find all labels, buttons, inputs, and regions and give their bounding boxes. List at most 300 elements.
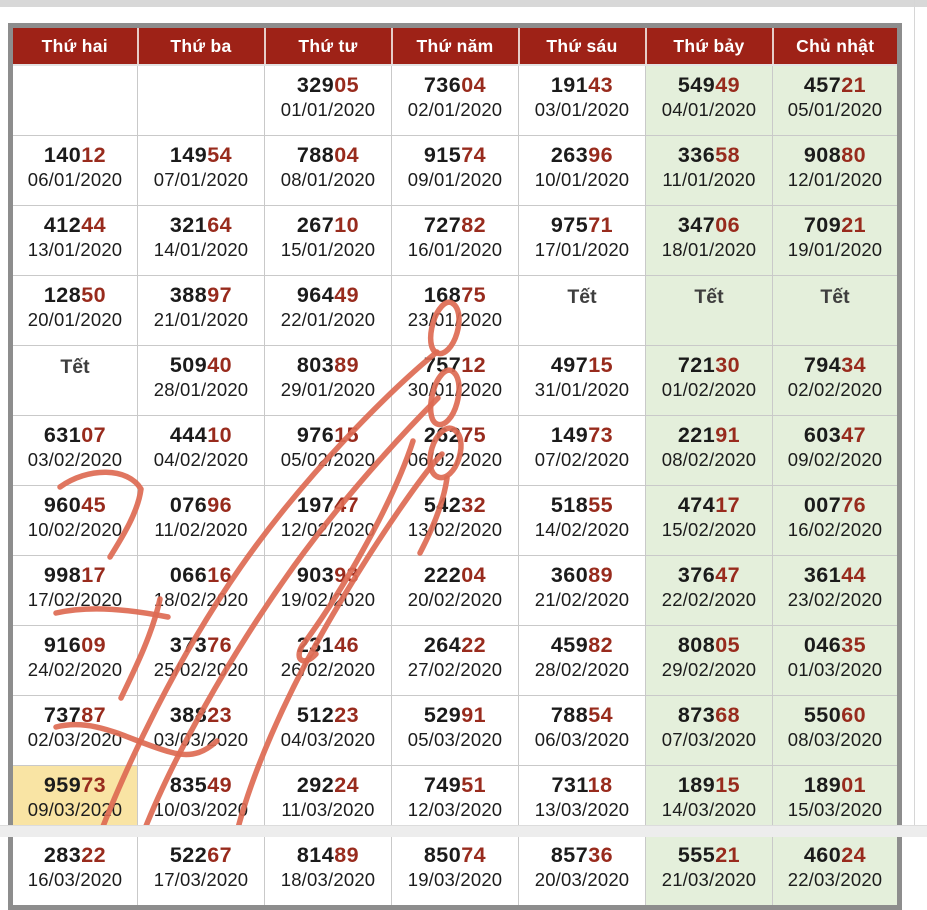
result-cell xyxy=(265,416,392,486)
result-date: 29/02/2020 xyxy=(661,659,757,681)
result-number-main: 388 xyxy=(169,703,208,727)
result-cell xyxy=(646,486,773,556)
column-header-thu-bay: Thứ bảy xyxy=(646,26,773,66)
result-number-tail: 17 xyxy=(715,493,741,517)
result-number-main: 803 xyxy=(296,353,335,377)
result-cell xyxy=(646,136,773,206)
result-number-main: 373 xyxy=(169,633,208,657)
result-number-tail: 58 xyxy=(715,143,741,167)
result-date: 04/01/2020 xyxy=(661,99,757,121)
result-cell xyxy=(773,626,900,696)
result-cell xyxy=(519,206,646,276)
result-date: 11/03/2020 xyxy=(281,799,375,821)
result-cell xyxy=(11,136,138,206)
result-number xyxy=(520,423,644,447)
page-top-strip xyxy=(0,0,927,7)
result-cell xyxy=(392,136,519,206)
result-date: 15/01/2020 xyxy=(280,239,376,261)
result-number-tail: 54 xyxy=(588,703,614,727)
result-number xyxy=(393,143,517,167)
result-number-main: 959 xyxy=(43,773,82,797)
results-table-body xyxy=(11,65,900,908)
result-cell xyxy=(519,486,646,556)
result-number-main: 964 xyxy=(296,283,335,307)
result-number xyxy=(14,843,136,867)
result-number-tail: 91 xyxy=(715,423,741,447)
result-number-main: 794 xyxy=(803,353,842,377)
result-date: 19/03/2020 xyxy=(407,869,503,891)
result-date: 18/03/2020 xyxy=(280,869,376,891)
result-cell xyxy=(773,836,900,908)
result-number-main: 916 xyxy=(43,633,82,657)
result-number-tail: 15 xyxy=(715,773,741,797)
result-number-tail: 21 xyxy=(841,73,867,97)
result-number-main: 128 xyxy=(43,283,82,307)
result-date: 09/02/2020 xyxy=(787,449,883,471)
result-number xyxy=(647,633,771,657)
result-date: 20/03/2020 xyxy=(534,869,630,891)
result-number xyxy=(774,843,896,867)
result-number-main: 231 xyxy=(296,633,335,657)
result-number-tail: 16 xyxy=(207,563,233,587)
result-date: 13/02/2020 xyxy=(407,519,503,541)
result-number xyxy=(14,773,136,797)
result-number-main: 857 xyxy=(550,843,589,867)
result-cell xyxy=(138,276,265,346)
result-date: 13/01/2020 xyxy=(27,239,123,261)
result-number-tail: 34 xyxy=(841,353,867,377)
result-date: 30/01/2020 xyxy=(407,379,503,401)
result-number-tail: 47 xyxy=(334,493,360,517)
result-number-tail: 44 xyxy=(81,213,107,237)
result-number-tail: 30 xyxy=(715,353,741,377)
result-date: 22/02/2020 xyxy=(661,589,757,611)
result-number-tail: 87 xyxy=(81,703,107,727)
result-cell xyxy=(392,696,519,766)
result-number xyxy=(647,423,771,447)
result-number-tail: 04 xyxy=(461,73,487,97)
result-number xyxy=(266,283,390,307)
result-cell xyxy=(646,416,773,486)
result-number xyxy=(647,143,771,167)
result-number-main: 360 xyxy=(550,563,589,587)
result-number-tail: 46 xyxy=(334,633,360,657)
result-date: 02/01/2020 xyxy=(407,99,503,121)
result-number-tail: 10 xyxy=(207,423,233,447)
result-number xyxy=(14,633,136,657)
result-number xyxy=(393,73,517,97)
result-number-main: 361 xyxy=(803,563,842,587)
result-number xyxy=(393,213,517,237)
result-date: 16/02/2020 xyxy=(787,519,883,541)
result-cell xyxy=(138,486,265,556)
result-number xyxy=(393,563,517,587)
tet-label: Tết xyxy=(567,286,597,308)
result-number-tail: 49 xyxy=(207,773,233,797)
result-number-tail: 10 xyxy=(334,213,360,237)
result-date: 11/01/2020 xyxy=(662,169,756,191)
result-date: 10/02/2020 xyxy=(27,519,123,541)
result-number-tail: 44 xyxy=(841,563,867,587)
table-row xyxy=(11,206,900,276)
result-number xyxy=(393,423,517,447)
result-number xyxy=(139,773,263,797)
result-date: 17/03/2020 xyxy=(153,869,249,891)
column-header-thu-nam: Thứ năm xyxy=(392,26,519,66)
tet-cell xyxy=(11,346,138,416)
result-number-main: 721 xyxy=(677,353,716,377)
result-number-tail: 43 xyxy=(588,73,614,97)
result-date: 09/03/2020 xyxy=(27,799,123,821)
result-number-main: 731 xyxy=(551,773,588,797)
result-date: 28/01/2020 xyxy=(153,379,249,401)
result-number xyxy=(520,493,644,517)
result-number-main: 555 xyxy=(677,843,716,867)
result-cell xyxy=(11,626,138,696)
result-cell xyxy=(138,416,265,486)
result-number-main: 497 xyxy=(550,353,589,377)
result-number-tail: 73 xyxy=(588,423,614,447)
result-number-main: 283 xyxy=(43,843,82,867)
result-number xyxy=(774,633,896,657)
result-date: 20/01/2020 xyxy=(27,309,123,331)
result-number-tail: 76 xyxy=(841,493,867,517)
result-number-tail: 82 xyxy=(461,213,487,237)
result-number xyxy=(647,73,771,97)
result-number-main: 376 xyxy=(677,563,716,587)
result-number xyxy=(520,73,644,97)
result-number-tail: 04 xyxy=(461,563,487,587)
result-number-main: 149 xyxy=(550,423,589,447)
result-cell xyxy=(773,65,900,136)
result-date: 07/01/2020 xyxy=(153,169,249,191)
result-cell xyxy=(773,416,900,486)
result-number-main: 460 xyxy=(803,843,842,867)
result-number-tail: 22 xyxy=(81,843,107,867)
result-number-tail: 12 xyxy=(461,353,487,377)
result-number xyxy=(520,773,644,797)
result-cell xyxy=(646,696,773,766)
result-cell xyxy=(11,696,138,766)
result-date: 03/03/2020 xyxy=(153,729,249,751)
result-date: 29/01/2020 xyxy=(280,379,376,401)
result-date: 14/03/2020 xyxy=(661,799,757,821)
result-number xyxy=(774,423,896,447)
result-cell xyxy=(11,836,138,908)
result-number-main: 222 xyxy=(423,563,462,587)
result-number xyxy=(647,563,771,587)
result-number xyxy=(266,423,390,447)
result-number-main: 140 xyxy=(43,143,82,167)
result-cell xyxy=(265,276,392,346)
result-number xyxy=(774,563,896,587)
result-number-tail: 74 xyxy=(461,843,487,867)
result-number-main: 347 xyxy=(677,213,716,237)
result-cell xyxy=(11,486,138,556)
result-number-tail: 91 xyxy=(461,703,487,727)
result-date: 06/02/2020 xyxy=(407,449,503,471)
result-number-tail: 09 xyxy=(81,633,107,657)
result-cell xyxy=(519,626,646,696)
result-number xyxy=(14,283,136,307)
result-cell xyxy=(519,136,646,206)
result-number-tail: 35 xyxy=(841,633,867,657)
result-number-main: 264 xyxy=(423,633,462,657)
result-number-tail: 97 xyxy=(207,283,233,307)
result-number xyxy=(266,493,390,517)
result-cell xyxy=(138,136,265,206)
result-cell xyxy=(11,416,138,486)
result-number-tail: 32 xyxy=(461,493,487,517)
result-number-main: 007 xyxy=(803,493,842,517)
result-number-tail: 96 xyxy=(207,493,233,517)
result-number xyxy=(266,773,390,797)
result-number xyxy=(774,143,896,167)
result-date: 08/01/2020 xyxy=(280,169,376,191)
result-number xyxy=(647,353,771,377)
result-number-tail: 40 xyxy=(207,353,233,377)
result-number xyxy=(266,703,390,727)
result-number-tail: 74 xyxy=(461,143,487,167)
result-number-tail: 67 xyxy=(207,843,233,867)
result-number-main: 915 xyxy=(423,143,462,167)
result-date: 03/02/2020 xyxy=(27,449,123,471)
table-row xyxy=(11,696,900,766)
result-date: 25/02/2020 xyxy=(153,659,249,681)
result-number xyxy=(393,283,517,307)
result-date: 18/02/2020 xyxy=(153,589,249,611)
result-date: 16/03/2020 xyxy=(27,869,123,891)
result-date: 18/01/2020 xyxy=(661,239,757,261)
result-number-tail: 22 xyxy=(461,633,487,657)
result-date: 01/01/2020 xyxy=(280,99,376,121)
result-number-tail: 75 xyxy=(461,423,487,447)
result-date: 11/02/2020 xyxy=(154,519,248,541)
table-row xyxy=(11,836,900,908)
result-number-main: 191 xyxy=(550,73,589,97)
result-cell xyxy=(519,65,646,136)
result-number xyxy=(266,143,390,167)
header-row xyxy=(11,26,900,66)
result-date: 24/02/2020 xyxy=(27,659,123,681)
result-number xyxy=(520,353,644,377)
result-number xyxy=(14,703,136,727)
result-number-main: 267 xyxy=(296,213,335,237)
result-number xyxy=(139,143,263,167)
column-header-thu-ba: Thứ ba xyxy=(138,26,265,66)
column-header-thu-tu: Thứ tư xyxy=(265,26,392,66)
result-cell xyxy=(519,556,646,626)
result-cell xyxy=(519,836,646,908)
result-number-tail: 36 xyxy=(588,843,614,867)
result-number xyxy=(14,423,136,447)
result-cell xyxy=(265,346,392,416)
result-date: 02/02/2020 xyxy=(787,379,883,401)
result-number-tail: 12 xyxy=(81,143,107,167)
result-date: 06/03/2020 xyxy=(534,729,630,751)
result-date: 10/03/2020 xyxy=(153,799,249,821)
result-number-main: 197 xyxy=(296,493,335,517)
result-number-main: 412 xyxy=(43,213,82,237)
result-date: 23/02/2020 xyxy=(787,589,883,611)
result-number xyxy=(14,563,136,587)
result-number-tail: 50 xyxy=(81,283,107,307)
result-number xyxy=(266,563,390,587)
result-number xyxy=(520,143,644,167)
result-number xyxy=(647,843,771,867)
result-date: 09/01/2020 xyxy=(407,169,503,191)
table-row xyxy=(11,556,900,626)
result-number-main: 903 xyxy=(296,563,335,587)
result-number-tail: 15 xyxy=(334,423,360,447)
result-date: 07/03/2020 xyxy=(661,729,757,751)
result-number xyxy=(647,493,771,517)
result-date: 21/02/2020 xyxy=(534,589,630,611)
result-number-main: 975 xyxy=(550,213,589,237)
result-number xyxy=(266,843,390,867)
result-number-main: 388 xyxy=(169,283,208,307)
result-cell xyxy=(392,416,519,486)
result-cell xyxy=(265,486,392,556)
result-number xyxy=(647,703,771,727)
result-number xyxy=(774,213,896,237)
result-date: 08/03/2020 xyxy=(787,729,883,751)
result-number-main: 736 xyxy=(423,73,462,97)
result-number-main: 509 xyxy=(169,353,208,377)
result-cell xyxy=(138,696,265,766)
result-date: 23/01/2020 xyxy=(407,309,503,331)
table-row xyxy=(11,276,900,346)
result-cell xyxy=(392,556,519,626)
result-cell xyxy=(265,136,392,206)
result-date: 17/02/2020 xyxy=(27,589,123,611)
result-cell xyxy=(519,696,646,766)
tet-cell xyxy=(773,276,900,346)
result-date: 01/03/2020 xyxy=(787,659,883,681)
result-cell xyxy=(265,65,392,136)
result-number xyxy=(647,773,771,797)
result-date: 07/02/2020 xyxy=(534,449,630,471)
result-number-tail: 89 xyxy=(334,353,360,377)
result-number-main: 550 xyxy=(803,703,842,727)
result-number-tail: 47 xyxy=(715,563,741,587)
results-table xyxy=(8,23,902,910)
result-number-tail: 45 xyxy=(81,493,107,517)
result-date: 04/03/2020 xyxy=(280,729,376,751)
result-date: 10/01/2020 xyxy=(534,169,630,191)
column-header-thu-hai: Thứ hai xyxy=(11,26,138,66)
result-date: 03/01/2020 xyxy=(534,99,630,121)
result-number xyxy=(393,843,517,867)
result-date: 27/02/2020 xyxy=(407,659,503,681)
result-number-tail: 80 xyxy=(841,143,867,167)
result-date: 12/03/2020 xyxy=(407,799,503,821)
result-number-main: 850 xyxy=(423,843,462,867)
result-number-main: 321 xyxy=(169,213,208,237)
result-number-tail: 04 xyxy=(334,143,360,167)
result-number xyxy=(393,703,517,727)
result-cell xyxy=(392,486,519,556)
result-number-tail: 15 xyxy=(588,353,614,377)
result-number xyxy=(774,703,896,727)
result-number-main: 960 xyxy=(43,493,82,517)
result-cell xyxy=(392,626,519,696)
result-cell xyxy=(646,836,773,908)
result-number-tail: 82 xyxy=(588,633,614,657)
result-date: 26/02/2020 xyxy=(280,659,376,681)
result-number-tail: 89 xyxy=(588,563,614,587)
result-number-main: 727 xyxy=(423,213,462,237)
result-number xyxy=(266,353,390,377)
result-number xyxy=(139,283,263,307)
result-number-main: 444 xyxy=(169,423,208,447)
result-number-tail: 01 xyxy=(841,773,867,797)
column-header-thu-sau: Thứ sáu xyxy=(519,26,646,66)
result-number-main: 457 xyxy=(803,73,842,97)
result-number xyxy=(393,773,517,797)
result-cell xyxy=(138,626,265,696)
result-number xyxy=(139,353,263,377)
result-number-main: 749 xyxy=(423,773,462,797)
result-number-main: 976 xyxy=(296,423,335,447)
result-number xyxy=(520,213,644,237)
result-number-tail: 71 xyxy=(588,213,614,237)
result-number-main: 631 xyxy=(43,423,82,447)
result-number-main: 076 xyxy=(169,493,208,517)
result-number-tail: 06 xyxy=(715,213,741,237)
result-cell xyxy=(11,276,138,346)
result-number-tail: 64 xyxy=(207,213,233,237)
result-number-tail: 21 xyxy=(841,213,867,237)
result-number xyxy=(520,633,644,657)
result-date: 22/01/2020 xyxy=(280,309,376,331)
result-number-main: 168 xyxy=(423,283,462,307)
page-right-divider xyxy=(914,0,915,826)
result-cell xyxy=(519,346,646,416)
result-date: 14/01/2020 xyxy=(153,239,249,261)
result-cell xyxy=(138,836,265,908)
result-number xyxy=(139,563,263,587)
result-cell xyxy=(773,486,900,556)
result-date: 13/03/2020 xyxy=(534,799,630,821)
result-number-main: 474 xyxy=(677,493,716,517)
result-cell xyxy=(265,206,392,276)
result-date: 04/02/2020 xyxy=(153,449,249,471)
result-number-main: 518 xyxy=(550,493,589,517)
result-number xyxy=(14,143,136,167)
result-date: 21/01/2020 xyxy=(153,309,249,331)
result-cell xyxy=(11,206,138,276)
result-cell xyxy=(646,626,773,696)
result-date: 22/03/2020 xyxy=(787,869,883,891)
result-number xyxy=(774,773,896,797)
tet-label: Tết xyxy=(60,356,90,378)
result-number-tail: 05 xyxy=(715,633,741,657)
result-number-main: 149 xyxy=(169,143,208,167)
result-number-main: 263 xyxy=(550,143,589,167)
result-number-tail: 96 xyxy=(588,143,614,167)
result-cell xyxy=(265,626,392,696)
tet-cell xyxy=(519,276,646,346)
result-date: 15/03/2020 xyxy=(787,799,883,821)
result-number-tail: 17 xyxy=(81,563,107,587)
result-number xyxy=(647,213,771,237)
result-number-main: 046 xyxy=(803,633,842,657)
result-cell xyxy=(392,346,519,416)
result-cell xyxy=(773,556,900,626)
result-number xyxy=(139,633,263,657)
result-number xyxy=(139,493,263,517)
